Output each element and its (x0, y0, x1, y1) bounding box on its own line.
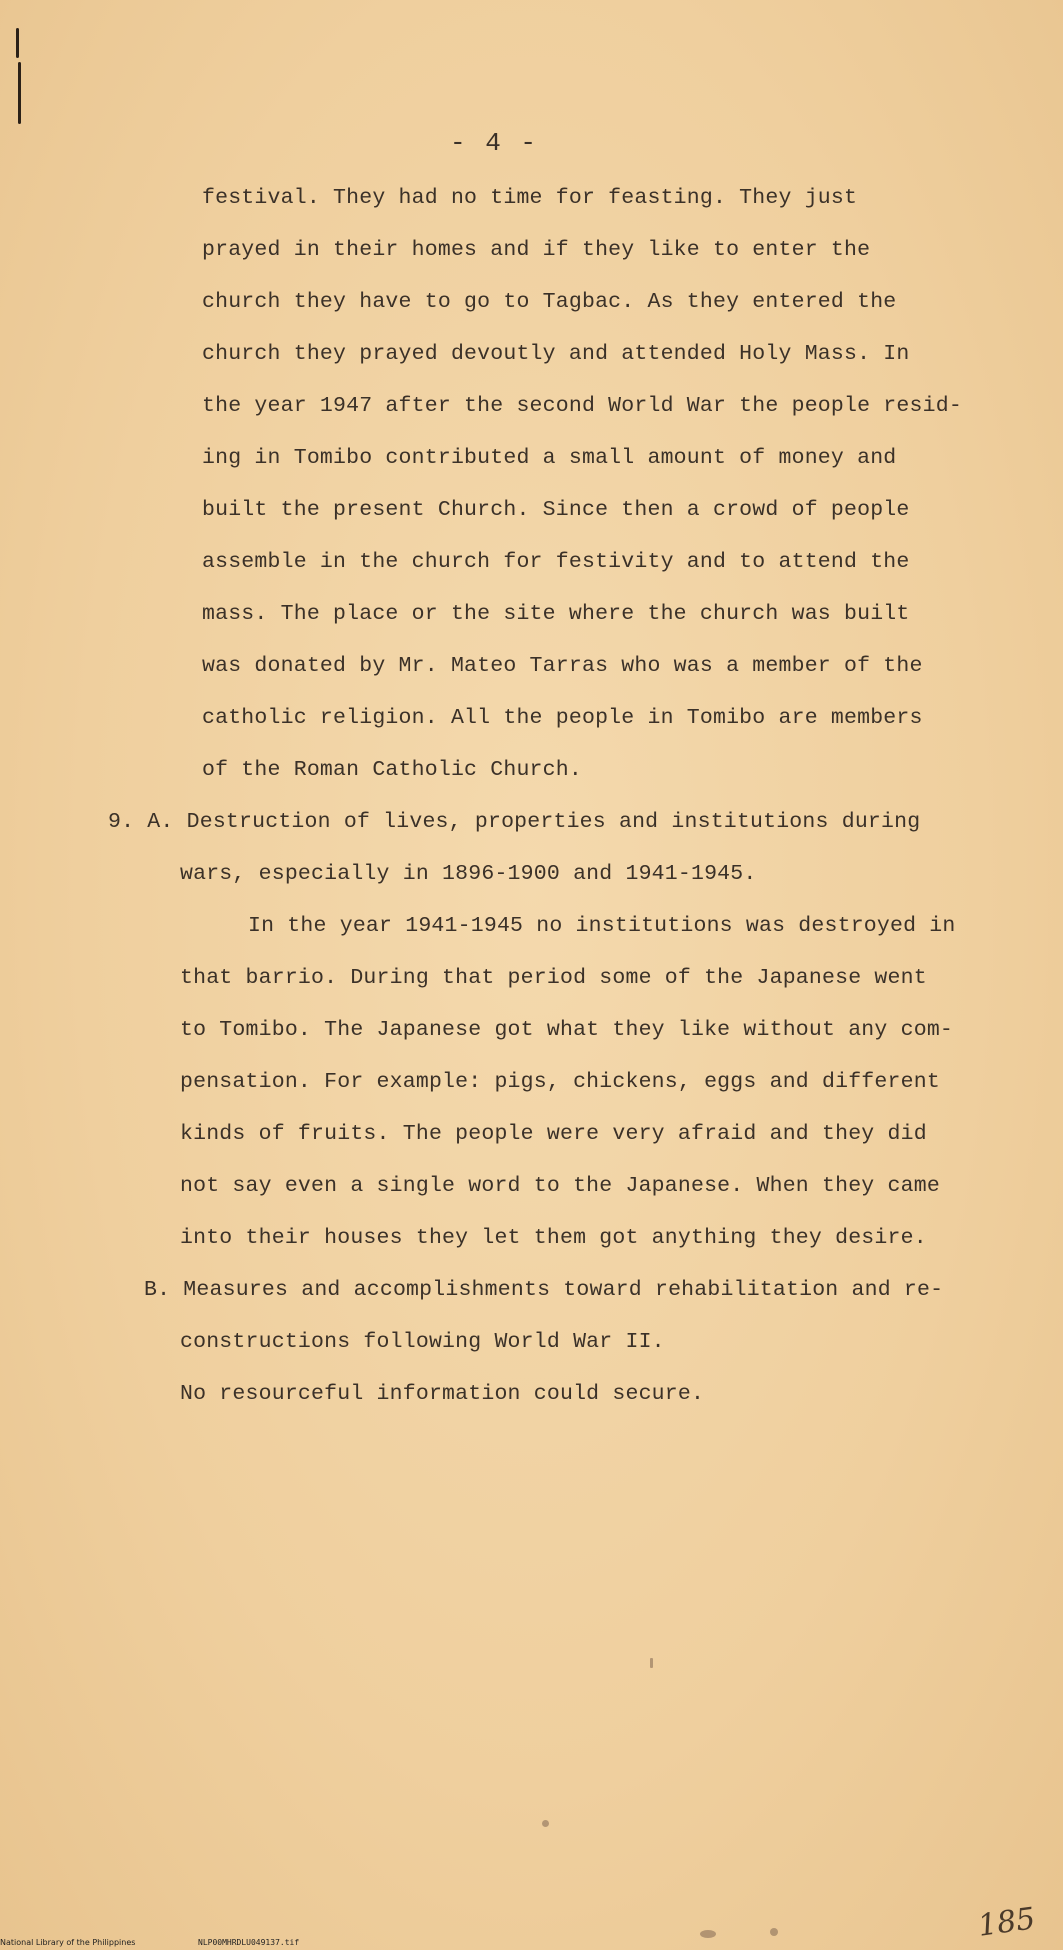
footer-filename: NLP00MHRDLU049137.tif (198, 1938, 300, 1947)
scan-edge-mark (18, 62, 21, 124)
paper-speck (770, 1928, 778, 1936)
footer-library-credit: National Library of the Philippines (0, 1938, 136, 1947)
text-line: of the Roman Catholic Church. (202, 758, 582, 782)
text-line: the year 1947 after the second World War the people resid- (202, 394, 962, 418)
text-line: wars, especially in 1896-1900 and 1941-1945. (180, 862, 757, 886)
text-line: to Tomibo. The Japanese got what they like without any com- (180, 1018, 954, 1042)
text-line: prayed in their homes and if they like to enter the (202, 238, 871, 262)
text-line: not say even a single word to the Japanese. When they came (180, 1174, 940, 1198)
paper-speck (542, 1820, 549, 1827)
text-line: No resourceful information could secure. (180, 1382, 705, 1406)
paper-speck (650, 1658, 653, 1668)
section-heading: 9. A. Destruction of lives, properties and institutions during (108, 810, 921, 834)
text-line: assemble in the church for festivity and to attend the (202, 550, 910, 574)
text-line: into their houses they let them got anything they desire. (180, 1226, 927, 1250)
text-line: kinds of fruits. The people were very afraid and they did (180, 1122, 927, 1146)
text-line: catholic religion. All the people in Tomibo are members (202, 706, 923, 730)
text-line: mass. The place or the site where the church was built (202, 602, 910, 626)
page-number: - 4 - (450, 128, 539, 158)
text-line: that barrio. During that period some of the Japanese went (180, 966, 927, 990)
text-line: built the present Church. Since then a crowd of people (202, 498, 910, 522)
text-line: was donated by Mr. Mateo Tarras who was a member of the (202, 654, 923, 678)
text-line: church they have to go to Tagbac. As they entered the (202, 290, 897, 314)
text-line: pensation. For example: pigs, chickens, eggs and different (180, 1070, 940, 1094)
text-line: constructions following World War II. (180, 1330, 665, 1354)
handwritten-page-mark: 185 (975, 1901, 1038, 1944)
paper-speck (700, 1930, 716, 1938)
scan-edge-mark (16, 28, 19, 58)
text-line: In the year 1941-1945 no institutions was destroyed in (248, 914, 956, 938)
section-heading: B. Measures and accomplishments toward rehabilitation and re- (144, 1278, 944, 1302)
text-line: festival. They had no time for feasting. They just (202, 186, 858, 210)
text-line: church they prayed devoutly and attended Holy Mass. In (202, 342, 910, 366)
text-line: ing in Tomibo contributed a small amount of money and (202, 446, 897, 470)
